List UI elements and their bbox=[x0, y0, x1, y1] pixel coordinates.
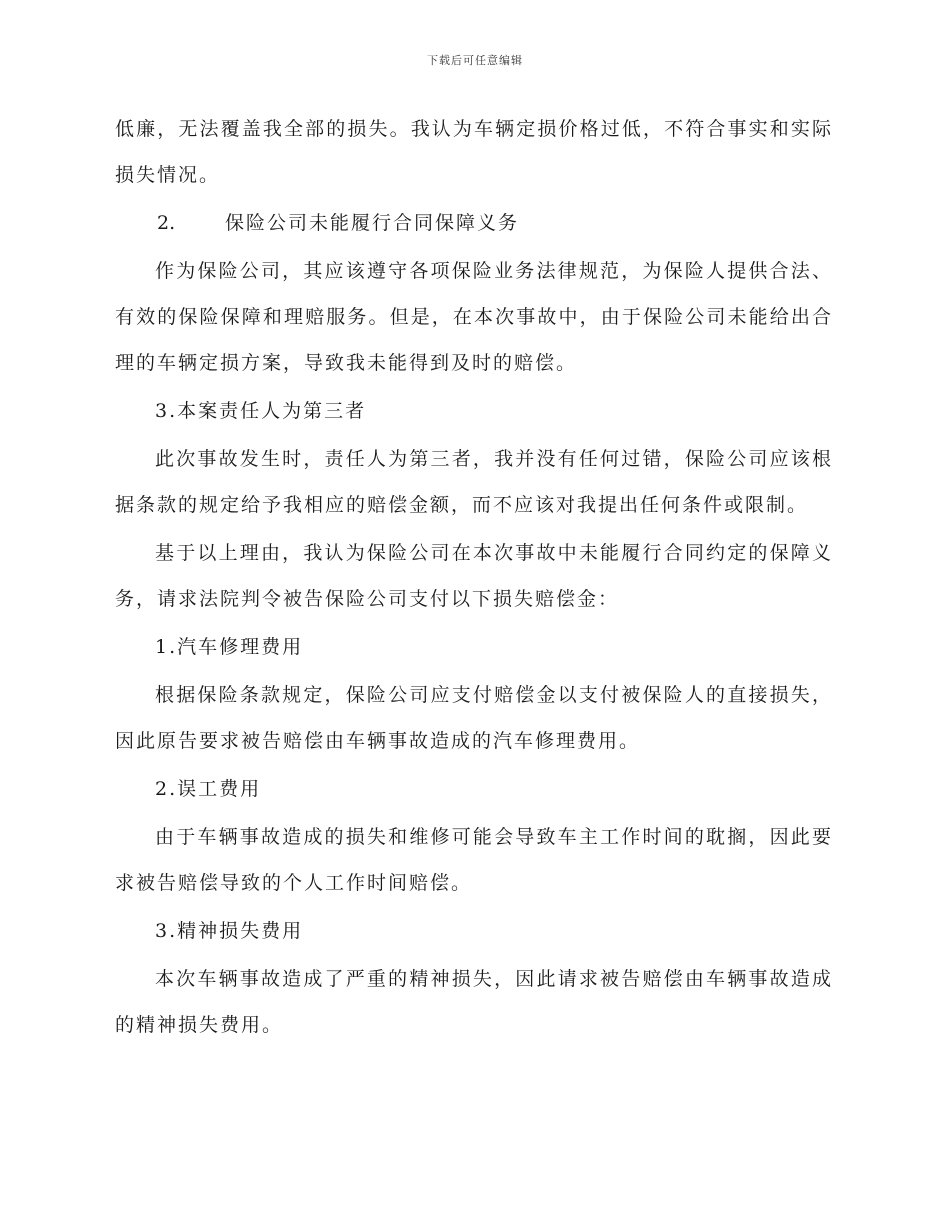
heading-lost-wages: 2.误工费用 bbox=[155, 778, 262, 800]
document-body bbox=[115, 106, 833, 1048]
paragraph-lost-wages: 由于车辆事故造成的损失和维修可能会导致车主工作时间的耽搁，因此要求被告赔偿导致的个人工作时间赔偿。 bbox=[115, 826, 833, 894]
heading-section-2 bbox=[115, 200, 833, 246]
paragraph-third-party: 此次事故发生时，责任人为第三者，我并没有任何过错，保险公司应该根据条款的规定给予我相应的赔偿金额，而不应该对我提出任何条件或限制。 bbox=[115, 448, 833, 516]
paragraph-claim-request: 基于以上理由，我认为保险公司在本次事故中未能履行合同约定的保障义务，请求法院判令被告保险公司支付以下损失赔偿金： bbox=[115, 542, 833, 610]
paragraph-insurer-obligation: 作为保险公司，其应该遵守各项保险业务法律规范，为保险人提供合法、有效的保险保障和理赔服务。但是，在本次事故中，由于保险公司未能给出合理的车辆定损方案，导致我未能得到及时的赔偿。 bbox=[115, 260, 833, 374]
paragraph-mental-damages: 本次车辆事故造成了严重的精神损失，因此请求被告赔偿由车辆事故造成的精神损失费用。 bbox=[115, 968, 833, 1036]
page-header: 下载后可任意编辑 bbox=[427, 54, 523, 67]
heading-section-3: 3.本案责任人为第三者 bbox=[155, 400, 367, 422]
heading-mental-damages: 3.精神损失费用 bbox=[155, 920, 304, 942]
paragraph-repair-costs: 根据保险条款规定，保险公司应支付赔偿金以支付被保险人的直接损失，因此原告要求被告赔偿由车辆事故造成的汽车修理费用。 bbox=[115, 684, 833, 752]
heading-repair-costs: 1.汽车修理费用 bbox=[155, 636, 304, 658]
paragraph-loss-underestimated: 低廉，无法覆盖我全部的损失。我认为车辆定损价格过低，不符合事实和实际损失情况。 bbox=[115, 118, 833, 186]
heading-number: 2. bbox=[157, 212, 176, 234]
heading-text: 保险公司未能履行合同保障义务 bbox=[225, 212, 520, 234]
